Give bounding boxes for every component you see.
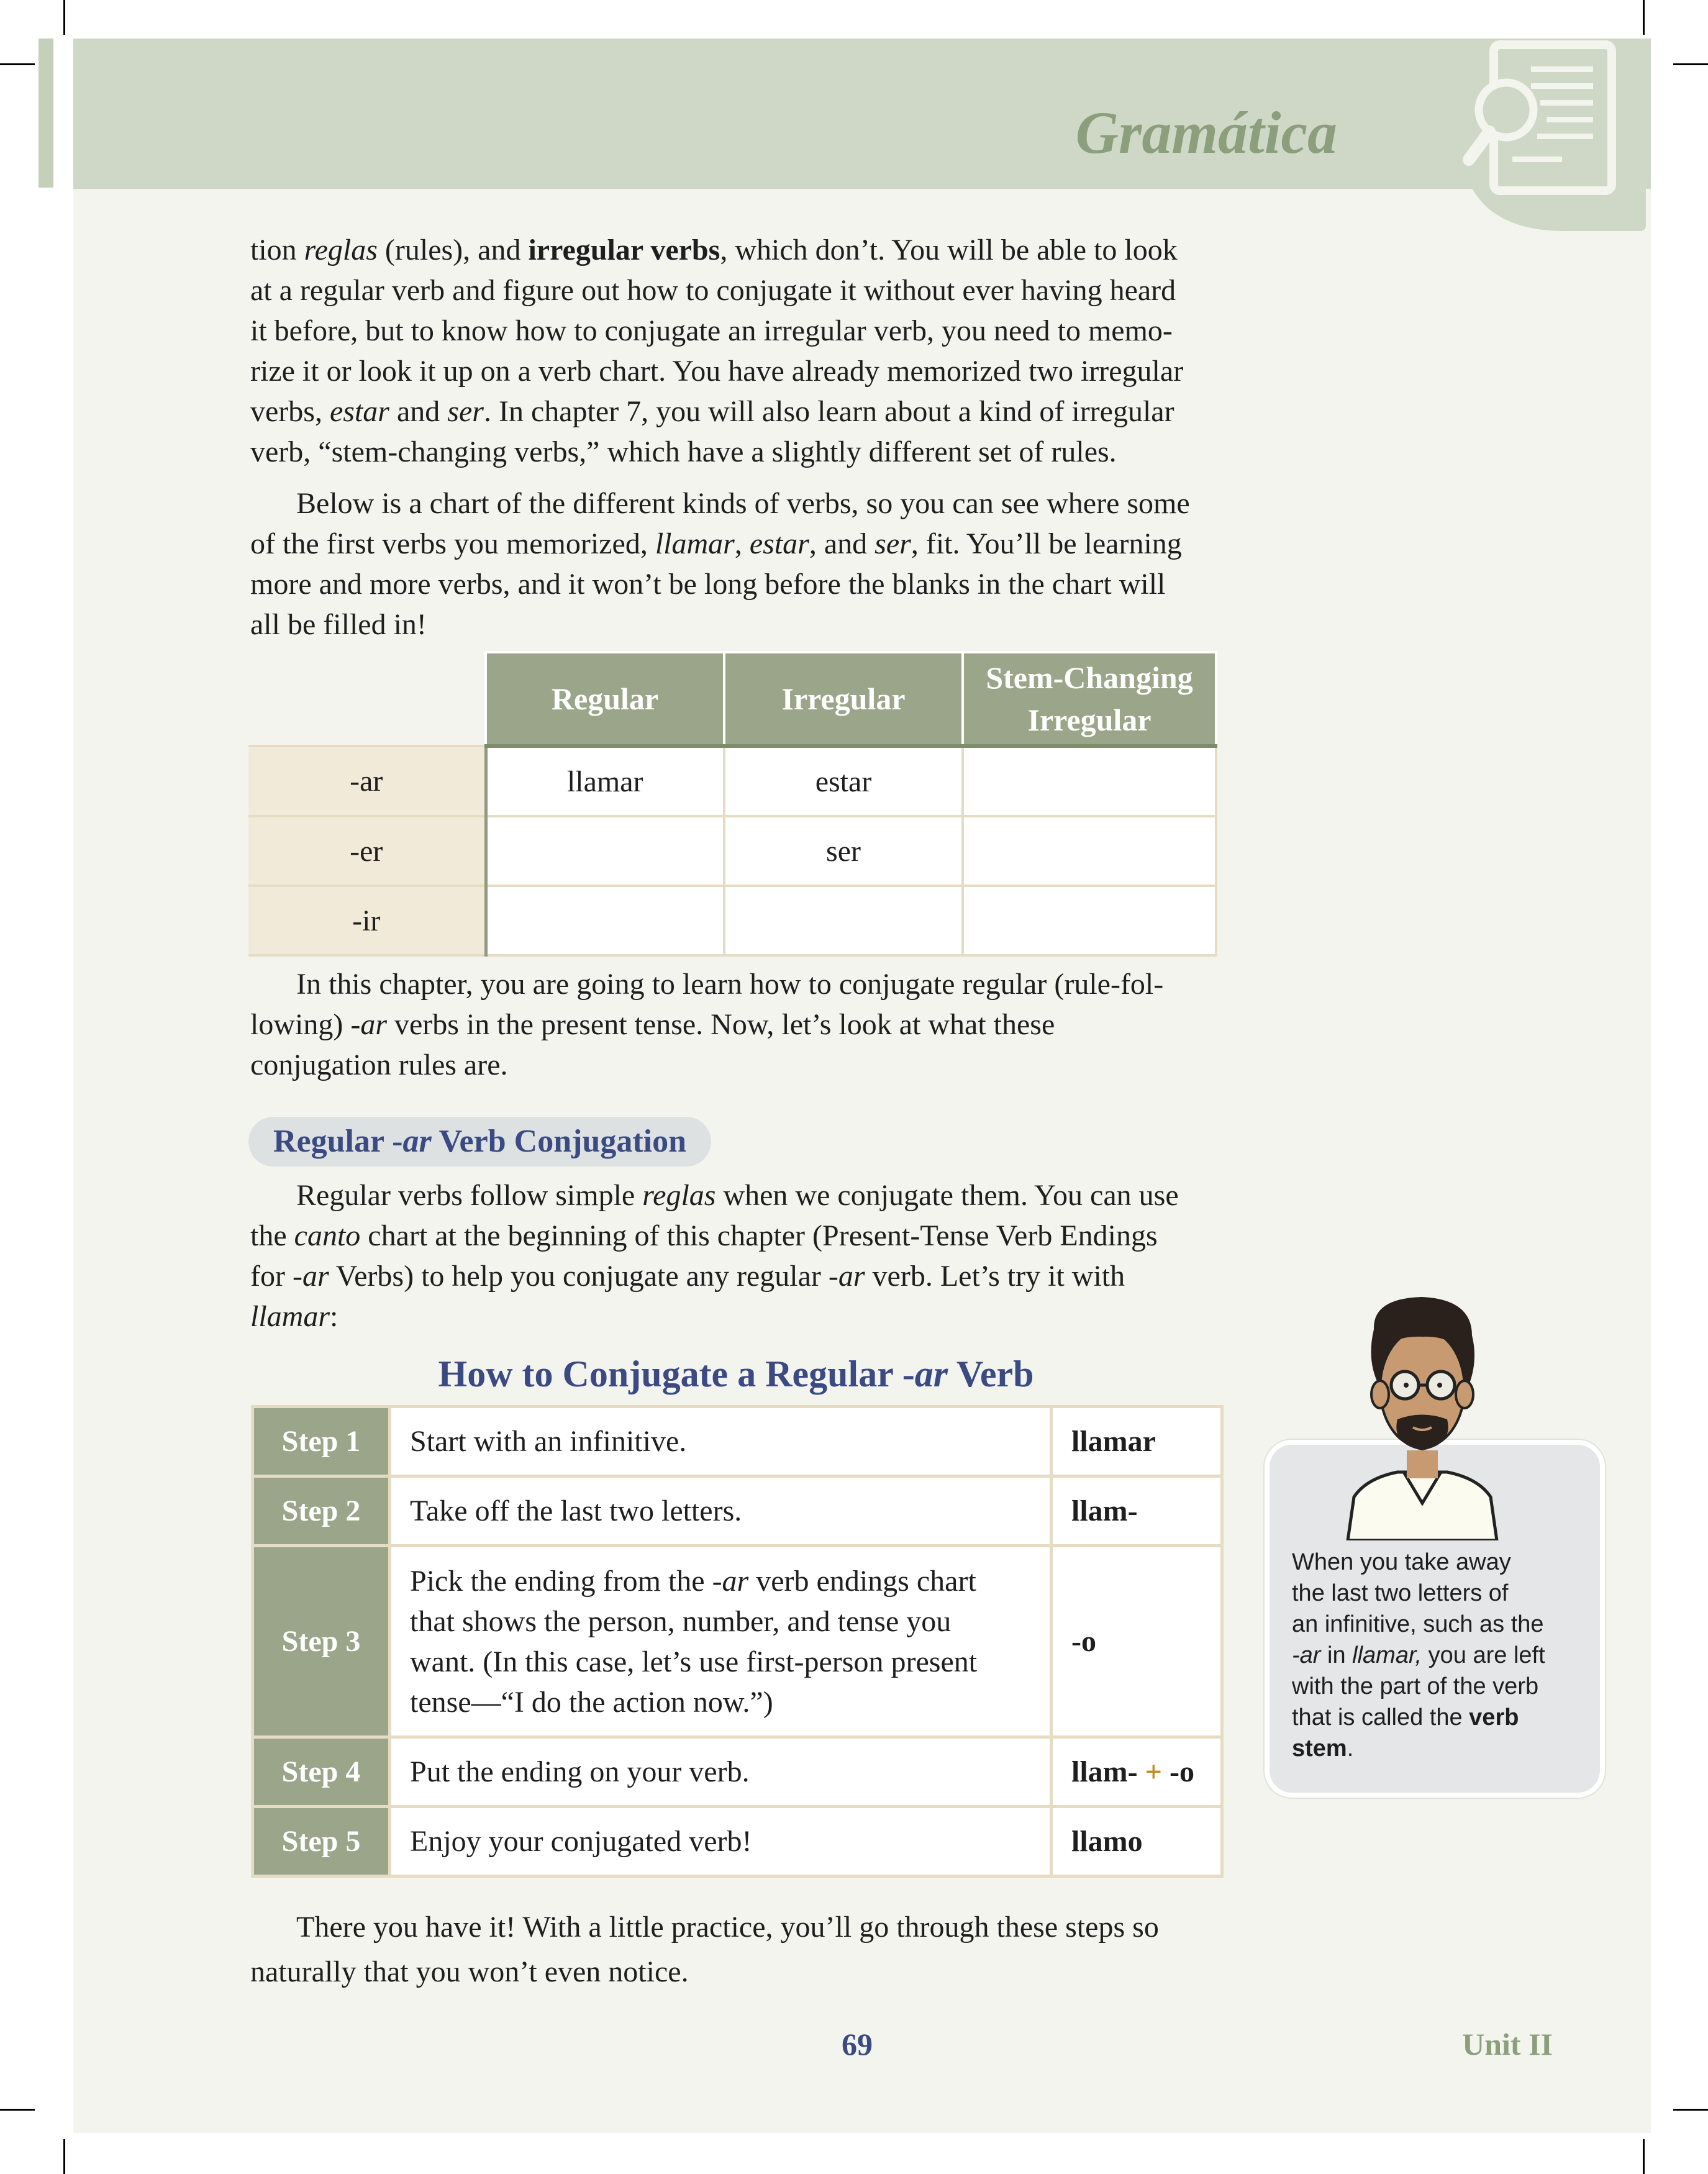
verb-chart-cell [963,746,1216,816]
text-run: ser [874,527,911,560]
text-run: , and [809,527,875,560]
text-run: an infinitive, such as the [1292,1611,1544,1637]
callout-text [1292,1547,1584,1764]
text-run: of the first verbs you memorized, [250,527,655,560]
text-run: llamar [1071,1425,1156,1458]
text-run: at a regular verb and figure out how to conjugate it without ever having heard [250,274,1176,307]
text-run: verb endings chart [748,1564,976,1598]
text-run: ar [722,1564,749,1598]
text-run: verb [1469,1704,1519,1731]
document-search-icon [1460,39,1646,231]
after-chart-paragraph [250,964,1219,1085]
verb-ending-label: -er [248,816,486,886]
text-run: rize it or look it up on a verb chart. You have already memorized two irregular [250,355,1184,388]
text-run: Regular - [273,1124,403,1159]
page-number: 69 [842,2027,873,2062]
text-run: all be filled in! [250,608,427,641]
crop-mark [0,2109,35,2111]
text-run: ar [360,1008,387,1041]
crop-mark [0,63,35,65]
text-run: that is called the [1292,1704,1470,1731]
closing-paragraph [250,1905,1219,1994]
step-label: Step 1 [253,1407,390,1476]
text-run: . [1347,1735,1354,1762]
text-run: estar [749,527,809,560]
text-run: chart at the beginning of this chapter (Present-Tense Verb Endings [360,1219,1158,1252]
step-row [253,1476,1222,1546]
text-run: in [1320,1642,1353,1668]
text-run: you are left [1422,1642,1545,1668]
verb-chart-cell [963,886,1216,955]
step-label: Step 2 [253,1476,390,1546]
verb-chart-cell [486,886,724,955]
text-run: verbs, [250,395,330,428]
verb-chart-header-row [248,652,1216,746]
crop-mark [1673,63,1708,65]
text-run: There you have it! With a little practice, you’ll go through these steps so [296,1911,1159,1944]
text-run: the [250,1219,294,1252]
text-run: ar [402,1124,432,1159]
verb-ending-label: -ar [248,746,486,816]
verb-chart-cell: estar [724,746,963,816]
verb-chart-header: Irregular [724,652,963,746]
text-run: tense—“I do the action now.”) [410,1685,773,1719]
text-run: llamar [655,527,735,560]
step-result [1052,1407,1222,1476]
text-run: with the part of the verb [1292,1673,1539,1699]
text-run: Pick the ending from the - [410,1564,722,1598]
step-row [253,1737,1222,1807]
verb-chart-corner [248,652,486,746]
text-run: ar [838,1260,865,1293]
text-run: -o [1162,1755,1194,1788]
text-run: and [389,395,448,428]
step-row [253,1407,1222,1476]
verb-chart-header: Regular [486,652,724,746]
text-run: llamo [1071,1825,1143,1858]
crop-mark [63,0,65,35]
text-run: verb. Let’s try it with [865,1260,1125,1293]
banner-left-strip [39,39,53,188]
unit-label: Unit II [1462,2027,1553,2062]
text-run: verb, “stem-changing verbs,” which have a slightly different set of rules. [250,435,1117,468]
conjugation-steps-table [251,1405,1224,1878]
section-title: Gramática [1075,99,1337,166]
text-run: reglas [642,1179,716,1212]
text-run: lowing) - [250,1008,361,1041]
text-run: Enjoy your conjugated verb! [410,1825,752,1858]
text-run: reglas [304,234,378,266]
text-run: Regular verbs follow simple [296,1179,643,1212]
text-run: for - [250,1260,302,1293]
text-run: Verb Conjugation [431,1124,687,1159]
text-run: -o [1071,1625,1096,1658]
text-run: Put the ending on your verb. [410,1755,750,1788]
crop-mark [1673,2109,1708,2111]
text-run: irregular verbs [528,234,720,266]
text-run: Take off the last two letters. [410,1494,742,1527]
step-description [390,1807,1052,1876]
crop-mark [63,2139,65,2174]
step-description [390,1737,1052,1807]
steps-table-title [248,1353,1224,1396]
verb-chart-row [248,816,1216,886]
verb-chart-cell: ser [724,816,963,886]
text-run: When you take away [1292,1549,1511,1575]
verb-chart-cell [486,816,724,886]
step-description [390,1546,1052,1737]
section-heading [248,1117,711,1167]
text-run: that shows the person, number, and tense you [410,1604,952,1638]
text-run: it before, but to know how to conjugate an irregular verb, you need to memo- [250,314,1173,347]
text-run: llamar [250,1300,330,1333]
text-run: llamar, [1352,1642,1422,1668]
text-run: Verb [948,1353,1034,1394]
text-run: : [330,1300,338,1333]
intro-paragraph-2 [250,483,1219,645]
text-run: tion [250,234,304,266]
text-run: , which don’t. You will be able to look [720,234,1178,266]
text-run: want. (In this case, let’s use first-person present [410,1645,978,1678]
verb-chart-row [248,886,1216,955]
step-row [253,1807,1222,1876]
text-run: . In chapter 7, you will also learn about a kind of irregular [483,395,1174,428]
text-run: when we conjugate them. You can use [715,1179,1179,1212]
verb-chart-cell [963,816,1216,886]
crop-mark [1643,0,1645,35]
text-run: the last two letters of [1292,1580,1509,1606]
crop-mark [1643,2139,1645,2174]
verb-chart-cell: llamar [486,746,724,816]
verb-types-chart [248,651,1217,957]
text-run: , fit. You’ll be learning [911,527,1182,560]
step-row [253,1546,1222,1737]
step-result [1052,1476,1222,1546]
step-result [1052,1737,1222,1807]
step-description [390,1476,1052,1546]
text-run: , [734,527,750,560]
verb-chart-cell [724,886,963,955]
step-label: Step 5 [253,1807,390,1876]
intro-paragraph-1 [250,230,1219,472]
text-run: estar [329,395,389,428]
text-run: verbs in the present tense. Now, let’s look at what these [387,1008,1055,1041]
text-run: Verbs) to help you conjugate any regular - [329,1260,838,1293]
text-run: How to Conjugate a Regular - [438,1353,915,1394]
text-run: llam- [1071,1755,1145,1788]
text-run: Below is a chart of the different kinds of verbs, so you can see where some [296,487,1190,520]
text-run: (rules), and [377,234,529,266]
text-run: ar [302,1260,329,1293]
text-run: + [1145,1755,1162,1788]
step-label: Step 3 [253,1546,390,1737]
text-run: Start with an infinitive. [410,1425,687,1458]
step-result [1052,1807,1222,1876]
text-run: naturally that you won’t even notice. [250,1955,689,1988]
verb-ending-label: -ir [248,886,486,955]
step-result [1052,1546,1222,1737]
text-run: ser [447,395,484,428]
text-run: In this chapter, you are going to learn how to conjugate regular (rule-fol- [296,968,1164,1001]
text-run: -ar [1292,1642,1321,1668]
text-run: conjugation rules are. [250,1048,508,1081]
professor-illustration [1329,1292,1515,1540]
verb-chart-header: Stem-Changing Irregular [963,652,1216,746]
text-run: more and more verbs, and it won’t be long before the blanks in the chart will [250,568,1166,601]
text-run: stem [1292,1735,1347,1762]
section-paragraph [250,1175,1219,1337]
step-description [390,1407,1052,1476]
text-run: canto [294,1219,361,1252]
text-run: ar [914,1353,948,1394]
step-label: Step 4 [253,1737,390,1807]
verb-chart-row [248,746,1216,816]
chapter-banner [73,39,1651,189]
text-run: llam- [1071,1494,1138,1527]
